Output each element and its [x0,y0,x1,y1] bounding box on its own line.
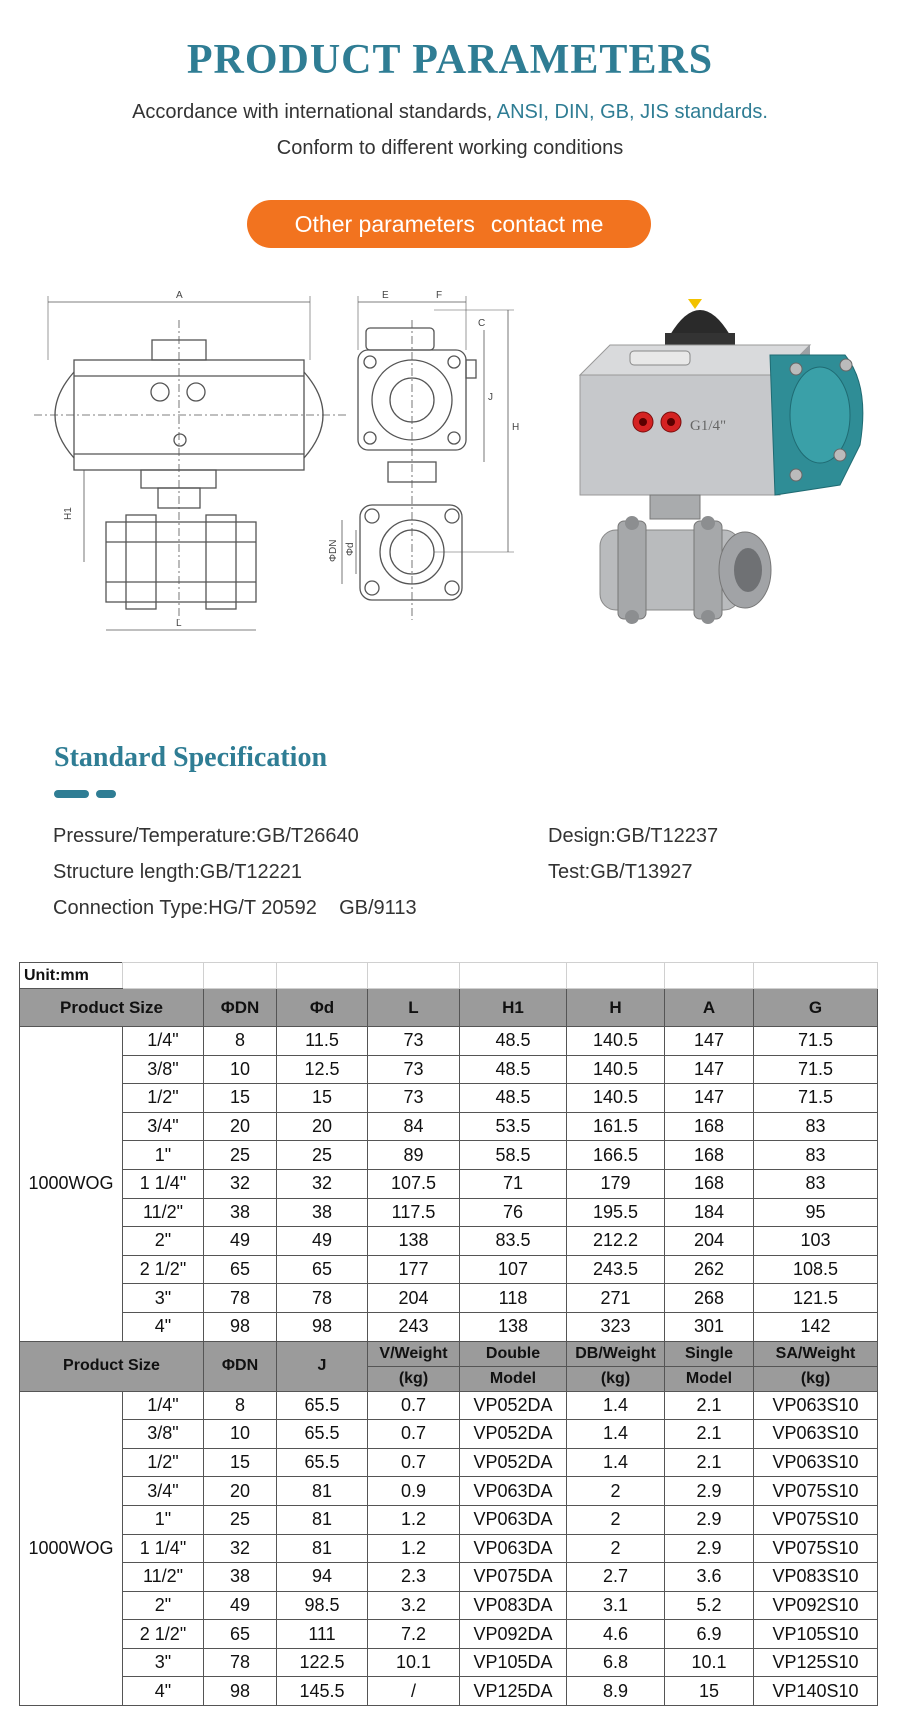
table-cell: 98 [204,1312,277,1341]
table-cell: 1/4" [123,1027,204,1056]
table-cell: 65.5 [277,1391,368,1420]
table-cell: 49 [204,1227,277,1256]
table-cell: 147 [665,1027,754,1056]
table-cell: 2 1/2" [123,1620,204,1649]
table-cell: 20 [277,1112,368,1141]
table-cell: 81 [277,1534,368,1563]
table-row [20,1591,878,1620]
table-cell: 98 [277,1312,368,1341]
header-cell: DB/Weight [567,1341,665,1366]
header-cell: Model [665,1366,754,1391]
table-cell: 2" [123,1227,204,1256]
table-cell: 140.5 [567,1084,665,1113]
table-cell: 0.7 [368,1420,460,1449]
table-cell: 71.5 [754,1055,878,1084]
table-cell: 0.7 [368,1448,460,1477]
table-cell: 48.5 [460,1027,567,1056]
table-cell: 184 [665,1198,754,1227]
table-cell: 4" [123,1312,204,1341]
table-row [20,1563,878,1592]
table-cell: VP063DA [460,1534,567,1563]
spec-design: Design:GB/T12237 [548,825,719,847]
header-cell: (kg) [754,1366,878,1391]
header-row-dimensions [20,989,878,1027]
table-cell: 1" [123,1505,204,1534]
table-cell: / [368,1677,460,1706]
group-label: 1000WOG [20,1391,123,1706]
table-cell: 81 [277,1477,368,1506]
port-label: G1/4" [690,418,727,434]
table-cell: 122.5 [277,1648,368,1677]
table-cell: 65 [204,1620,277,1649]
table-cell: 2 [567,1477,665,1506]
table-cell: 65 [277,1255,368,1284]
header-cell: Product Size [20,1341,204,1391]
table-cell: 323 [567,1312,665,1341]
table-cell: 71.5 [754,1027,878,1056]
table-cell: 95 [754,1198,878,1227]
table-cell: 138 [368,1227,460,1256]
table-cell: 8 [204,1391,277,1420]
table-cell: 48.5 [460,1055,567,1084]
table-cell: 53.5 [460,1112,567,1141]
table-cell: 71.5 [754,1084,878,1113]
dim-label-d: Φd [345,542,356,556]
empty-cell [460,963,567,989]
table-cell: 76 [460,1198,567,1227]
table-cell: 3.1 [567,1591,665,1620]
table-cell: 83 [754,1169,878,1198]
table-cell: 168 [665,1112,754,1141]
table-cell: 49 [204,1591,277,1620]
table-cell: VP063DA [460,1505,567,1534]
table-cell: 58.5 [460,1141,567,1170]
dim-label-DN: ΦDN [328,539,339,562]
table-row [20,1255,878,1284]
dim-label-C: C [478,318,486,329]
table-cell: VP105DA [460,1648,567,1677]
position-indicator [670,310,730,335]
table-cell: 212.2 [567,1227,665,1256]
table-cell: 20 [204,1477,277,1506]
table-cell: 140.5 [567,1027,665,1056]
actuator-housing [580,375,780,495]
conditions-line: Conform to different working conditions [276,137,624,159]
table-cell: 262 [665,1255,754,1284]
table-cell: 12.5 [277,1055,368,1084]
table-cell: 73 [368,1055,460,1084]
dim-label-L: L [176,618,182,629]
spec-title-accent-long [54,790,89,798]
table-cell: 111 [277,1620,368,1649]
table-cell: 25 [204,1141,277,1170]
table-cell: 168 [665,1169,754,1198]
table-cell: 3" [123,1648,204,1677]
table-cell: 2" [123,1591,204,1620]
table-cell: 1 1/4" [123,1169,204,1198]
table-cell: 81 [277,1505,368,1534]
table-row [20,1448,878,1477]
table-cell: 11/2" [123,1563,204,1592]
table-cell: 15 [277,1084,368,1113]
table-cell: VP105S10 [754,1620,878,1649]
table-cell: 4" [123,1677,204,1706]
header-cell: A [665,989,754,1027]
table-cell: 1" [123,1141,204,1170]
unit-label: Unit:mm [20,963,123,989]
table-cell: VP125DA [460,1677,567,1706]
table-cell: 78 [204,1284,277,1313]
table-cell: 84 [368,1112,460,1141]
table-cell: 140.5 [567,1055,665,1084]
table-cell: 2 1/2" [123,1255,204,1284]
table-cell: 2.3 [368,1563,460,1592]
header-cell: ΦDN [204,989,277,1027]
header-cell: J [277,1341,368,1391]
table-cell: 6.9 [665,1620,754,1649]
table-cell: 83 [754,1112,878,1141]
table-cell: 8.9 [567,1677,665,1706]
header-cell: Product Size [20,989,204,1027]
table-cell: 166.5 [567,1141,665,1170]
table-cell: 161.5 [567,1112,665,1141]
table-cell: 10 [204,1420,277,1449]
table-cell: VP075S10 [754,1505,878,1534]
table-cell: 4.6 [567,1620,665,1649]
table-cell: 117.5 [368,1198,460,1227]
table-cell: 25 [204,1505,277,1534]
table-cell: VP075DA [460,1563,567,1592]
table-cell: 147 [665,1084,754,1113]
table-cell: 7.2 [368,1620,460,1649]
table-cell: 107 [460,1255,567,1284]
table-cell: 168 [665,1141,754,1170]
dim-label-J: J [488,392,493,403]
table-cell: VP125S10 [754,1648,878,1677]
table-cell: 2.7 [567,1563,665,1592]
table-cell: 121.5 [754,1284,878,1313]
table-cell: VP063S10 [754,1448,878,1477]
table-cell: 2.9 [665,1534,754,1563]
table-cell: 2.1 [665,1448,754,1477]
table-cell: 179 [567,1169,665,1198]
contact-button[interactable] [247,200,651,248]
table-cell: 83 [754,1141,878,1170]
table-row [20,1084,878,1113]
table-cell: 301 [665,1312,754,1341]
product-photo [570,285,890,675]
table-cell: VP052DA [460,1420,567,1449]
table-cell: 32 [204,1534,277,1563]
table-cell: 1.4 [567,1420,665,1449]
standards-text: Accordance with international standards, [132,101,497,123]
table-cell: 38 [204,1198,277,1227]
dim-label-E: E [382,290,389,301]
table-cell: VP140S10 [754,1677,878,1706]
table-cell: 83.5 [460,1227,567,1256]
table-cell: VP063DA [460,1477,567,1506]
table-cell: 20 [204,1112,277,1141]
table-cell: 108.5 [754,1255,878,1284]
table-cell: 5.2 [665,1591,754,1620]
table-cell: 65.5 [277,1448,368,1477]
unit-row [20,963,878,989]
header-cell: V/Weight [368,1341,460,1366]
table-cell: 1/2" [123,1084,204,1113]
table-cell: 15 [204,1084,277,1113]
table-cell: 25 [277,1141,368,1170]
table-cell: 243.5 [567,1255,665,1284]
table-cell: 118 [460,1284,567,1313]
table-row [20,1227,878,1256]
table-cell: 78 [204,1648,277,1677]
spec-connection: Connection Type:HG/T 20592 GB/9113 [53,897,417,919]
header-cell: H1 [460,989,567,1027]
table-cell: 204 [368,1284,460,1313]
table-cell: 177 [368,1255,460,1284]
header-cell: G [754,989,878,1027]
header-cell: L [368,989,460,1027]
contact-button-label-1: Other parameters [294,210,475,237]
table-cell: 3/4" [123,1477,204,1506]
table-cell: 89 [368,1141,460,1170]
table-cell: VP052DA [460,1448,567,1477]
table-row [20,1312,878,1341]
spec-title: Standard Specification [54,742,328,773]
header-row-models-top [20,1341,878,1366]
table-cell: 11/2" [123,1198,204,1227]
table-cell: 1 1/4" [123,1534,204,1563]
standards-line [0,101,900,124]
table-cell: 1/2" [123,1448,204,1477]
technical-drawing [26,290,586,680]
table-cell: 147 [665,1055,754,1084]
table-cell: 71 [460,1169,567,1198]
table-cell: 2.9 [665,1505,754,1534]
table-cell: 98 [204,1677,277,1706]
table-cell: 73 [368,1084,460,1113]
table-cell: 73 [368,1027,460,1056]
empty-cell [368,963,460,989]
table-cell: 98.5 [277,1591,368,1620]
header-cell: (kg) [567,1366,665,1391]
spec-table [19,962,878,1706]
table-cell: 1.4 [567,1391,665,1420]
empty-cell [123,963,204,989]
table-cell: 0.9 [368,1477,460,1506]
table-cell: 11.5 [277,1027,368,1056]
table-row [20,1169,878,1198]
spec-structure: Structure length:GB/T12221 [53,861,303,883]
table-cell: VP075S10 [754,1534,878,1563]
table-row [20,1141,878,1170]
header-cell: Φd [277,989,368,1027]
contact-button-label-2: contact me [490,210,604,237]
table-cell: 48.5 [460,1084,567,1113]
table-cell: 2.1 [665,1391,754,1420]
header-cell: H [567,989,665,1027]
page-title: PRODUCT PARAMETERS [186,37,714,83]
empty-cell [567,963,665,989]
table-cell: 2 [567,1534,665,1563]
dim-label-H: H [512,422,520,433]
header-cell: ΦDN [204,1341,277,1391]
table-cell: 8 [204,1027,277,1056]
table-row [20,1027,878,1056]
empty-cell [754,963,878,989]
table-cell: 268 [665,1284,754,1313]
table-cell: 10.1 [368,1648,460,1677]
header-cell: (kg) [368,1366,460,1391]
table-cell: VP063S10 [754,1420,878,1449]
table-cell: 15 [665,1677,754,1706]
table-cell: 1/4" [123,1391,204,1420]
table-cell: 204 [665,1227,754,1256]
header-cell: SA/Weight [754,1341,878,1366]
table-cell: 271 [567,1284,665,1313]
table-row [20,1505,878,1534]
table-cell: 103 [754,1227,878,1256]
table-cell: 78 [277,1284,368,1313]
table-row [20,1477,878,1506]
table-cell: 38 [204,1563,277,1592]
valve-body-side [360,505,462,600]
table-cell: VP083S10 [754,1563,878,1592]
table-cell: 138 [460,1312,567,1341]
table-cell: 2.9 [665,1477,754,1506]
table-cell: 3.6 [665,1563,754,1592]
table-row [20,1284,878,1313]
table-cell: 2.1 [665,1420,754,1449]
table-cell: 3/8" [123,1420,204,1449]
table-cell: 3.2 [368,1591,460,1620]
table-cell: 10.1 [665,1648,754,1677]
table-row [20,1391,878,1420]
standards-highlight: ANSI, DIN, GB, JIS standards. [496,101,768,123]
table-cell: 1.4 [567,1448,665,1477]
table-cell: 32 [277,1169,368,1198]
table-cell: 2 [567,1505,665,1534]
table-cell: 15 [204,1448,277,1477]
table-cell: 49 [277,1227,368,1256]
table-cell: 65 [204,1255,277,1284]
table-row [20,1648,878,1677]
table-row [20,1112,878,1141]
table-row [20,1420,878,1449]
header-cell: Model [460,1366,567,1391]
table-cell: VP092S10 [754,1591,878,1620]
dim-label-A: A [176,290,183,301]
table-cell: 10 [204,1055,277,1084]
table-cell: 243 [368,1312,460,1341]
table-cell: 107.5 [368,1169,460,1198]
table-row [20,1620,878,1649]
table-cell: VP092DA [460,1620,567,1649]
table-cell: 3/8" [123,1055,204,1084]
table-cell: 38 [277,1198,368,1227]
table-cell: VP063S10 [754,1391,878,1420]
table-cell: 142 [754,1312,878,1341]
header-cell: Single [665,1341,754,1366]
spec-test: Test:GB/T13927 [548,861,693,883]
table-cell: 0.7 [368,1391,460,1420]
table-cell: 94 [277,1563,368,1592]
table-cell: 32 [204,1169,277,1198]
table-row [20,1677,878,1706]
empty-cell [204,963,277,989]
empty-cell [665,963,754,989]
table-cell: 1.2 [368,1534,460,1563]
table-row [20,1055,878,1084]
header-cell: Double [460,1341,567,1366]
table-cell: VP083DA [460,1591,567,1620]
table-cell: 6.8 [567,1648,665,1677]
dim-label-F: F [436,290,443,301]
table-cell: 3" [123,1284,204,1313]
table-cell: 195.5 [567,1198,665,1227]
table-cell: 145.5 [277,1677,368,1706]
group-label: 1000WOG [20,1027,123,1342]
table-cell: 1.2 [368,1505,460,1534]
spec-title-accent-short [96,790,116,798]
dim-label-H1: H1 [63,507,74,520]
table-cell: 3/4" [123,1112,204,1141]
table-cell: VP052DA [460,1391,567,1420]
spec-pressure: Pressure/Temperature:GB/T26640 [53,825,359,847]
table-cell: 65.5 [277,1420,368,1449]
empty-cell [277,963,368,989]
table-cell: VP075S10 [754,1477,878,1506]
table-row [20,1198,878,1227]
table-row [20,1534,878,1563]
